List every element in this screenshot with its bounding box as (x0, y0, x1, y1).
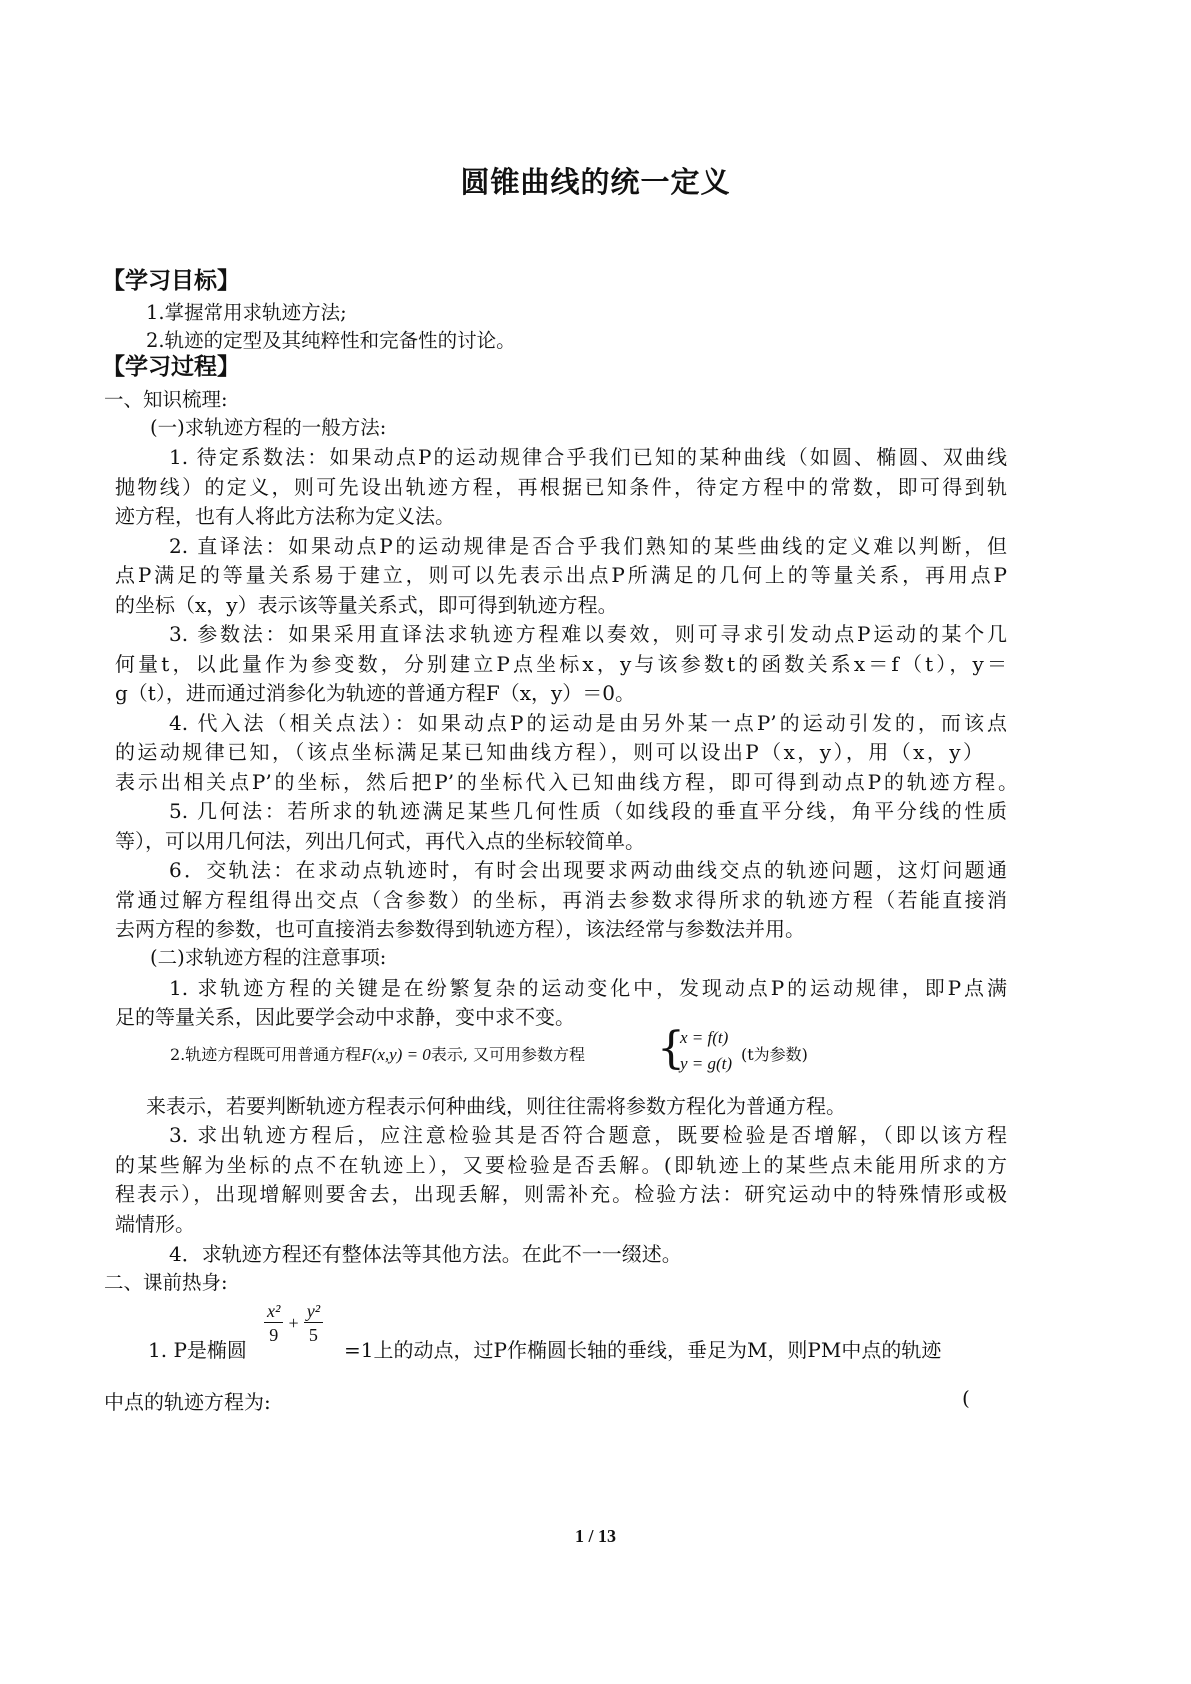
note-1-line: 足的等量关系，因此要学会动中求静，变中求不变。 (115, 1005, 575, 1029)
note-3-line: 端情形。 (115, 1212, 195, 1236)
note-3-line: 程表示），出现增解则要舍去，出现丢解，则需补充。检验方法：研究运动中的特殊情形或极 (115, 1182, 1007, 1206)
page-title: 圆锥曲线的统一定义 (460, 165, 731, 199)
note-1-line: 1. 求轨迹方程的关键是在纷繁复杂的运动变化中，发现动点P的运动规律，即P点满 (169, 976, 1007, 1000)
part1-heading: 一、知识梳理: (104, 388, 228, 411)
general-equation: F(x,y) = 0 (361, 1045, 431, 1064)
method-2-line: 的坐标（x，y）表示该等量关系式，即可得到轨迹方程。 (115, 593, 618, 617)
method-3-line: g（t），进而通过消参化为轨迹的普通方程F（x，y）＝0。 (115, 681, 636, 705)
method-4-line: 4. 代入法（相关点法）：如果动点P的运动是由另外某一点P’的运动引发的，而该点 (169, 711, 1007, 735)
ellipse-equation: $\frac{\text{x²}}{9}$ + $\frac{\text{y²}}{5}$ (264, 1300, 323, 1347)
note-2-middle: 表示, 又可用参数方程 (430, 1045, 585, 1064)
method-4-line: 的运动规律已知，（该点坐标满足某已知曲线方程），则可以设出P（x，y），用（x，y） (115, 740, 983, 764)
note-2-continuation: 来表示，若要判断轨迹方程表示何种曲线，则往往需将参数方程化为普通方程。 (146, 1094, 846, 1118)
part2-heading: 二、课前热身: (104, 1271, 228, 1294)
fraction-x: $\frac{\text{x²}}{9}$ (264, 1300, 283, 1347)
parametric-x: x = f(t) (680, 1028, 729, 1047)
method-5-line: 等），可以用几何法，列出几何式，再代入点的坐标较简单。 (115, 829, 645, 853)
process-heading: 【学习过程】 (102, 354, 240, 380)
method-6-line: 6．交轨法：在求动点轨迹时，有时会出现要求两动曲线交点的轨迹问题，这灯问题通 (169, 858, 1007, 882)
method-1-line: 抛物线）的定义，则可先设出轨迹方程，再根据已知条件，待定方程中的常数，即可得到轨 (115, 475, 1007, 499)
subsection-heading: (二)求轨迹方程的注意事项: (150, 946, 387, 969)
answer-paren: ( (962, 1386, 970, 1410)
method-2-line: 2. 直译法：如果动点P的运动规律是否合乎我们熟知的某些曲线的定义难以判断，但 (169, 534, 1007, 558)
subsection-heading: (一)求轨迹方程的一般方法: (150, 416, 387, 439)
note-2-prefix: 2.轨迹方程既可用普通方程 (170, 1045, 362, 1064)
method-5-line: 5. 几何法：若所求的轨迹满足某些几何性质（如线段的垂直平分线，角平分线的性质 (169, 799, 1007, 823)
fraction-y: $\frac{\text{y²}}{5}$ (304, 1300, 323, 1347)
method-3-line: 何量t，以此量作为参变数，分别建立P点坐标x，y与该参数t的函数关系x＝f（t），y＝ (115, 652, 1007, 676)
method-6-line: 常通过解方程组得出交点（含参数）的坐标，再消去参数求得所求的轨迹方程（若能直接消 (115, 888, 1007, 912)
method-1-line: 迹方程，也有人将此方法称为定义法。 (115, 504, 455, 528)
method-2-line: 点P满足的等量关系易于建立，则可以先表示出点P所满足的几何上的等量关系，再用点P (115, 563, 1007, 587)
note-2-suffix: (t为参数) (741, 1045, 808, 1064)
method-3-line: 3. 参数法：如果采用直译法求轨迹方程难以奏效，则可寻求引发动点P运动的某个几 (169, 622, 1007, 646)
parametric-y: y = g(t) (680, 1054, 733, 1073)
method-6-line: 去两方程的参数，也可直接消去参数得到轨迹方程），该法经常与参数法并用。 (115, 917, 805, 941)
left-brace: { (657, 1023, 685, 1074)
note-3-line: 3. 求出轨迹方程后，应注意检验其是否符合题意，既要检验是否增解，（即以该方程 (169, 1123, 1007, 1147)
page-number: 1 / 13 (574, 1526, 616, 1546)
note-4: 4．求轨迹方程还有整体法等其他方法。在此不一一缀述。 (169, 1242, 682, 1266)
goals-heading: 【学习目标】 (102, 268, 240, 294)
method-1-line: 1. 待定系数法：如果动点P的运动规律合乎我们已知的某种曲线（如圆、椭圆、双曲线 (169, 445, 1007, 469)
goal-item: 1.掌握常用求轨迹方法; (146, 301, 347, 324)
question-1-line2: 中点的轨迹方程为: (104, 1390, 271, 1414)
method-4-line: 表示出相关点P’的坐标，然后把P’的坐标代入已知曲线方程，即可得到动点P的轨迹方程。 (115, 770, 1018, 794)
note-3-line: 的某些解为坐标的点不在轨迹上），又要检验是否丢解。(即轨迹上的某些点未能用所求的方 (115, 1153, 1007, 1177)
question-1-text: =1上的动点，过P作椭圆长轴的垂线，垂足为M，则PM中点的轨迹 (344, 1338, 942, 1362)
question-1-prefix: 1. P是椭圆 (148, 1338, 247, 1362)
goal-item: 2.轨迹的定型及其纯粹性和完备性的讨论。 (146, 329, 516, 352)
note-2-formula (170, 1042, 585, 1065)
